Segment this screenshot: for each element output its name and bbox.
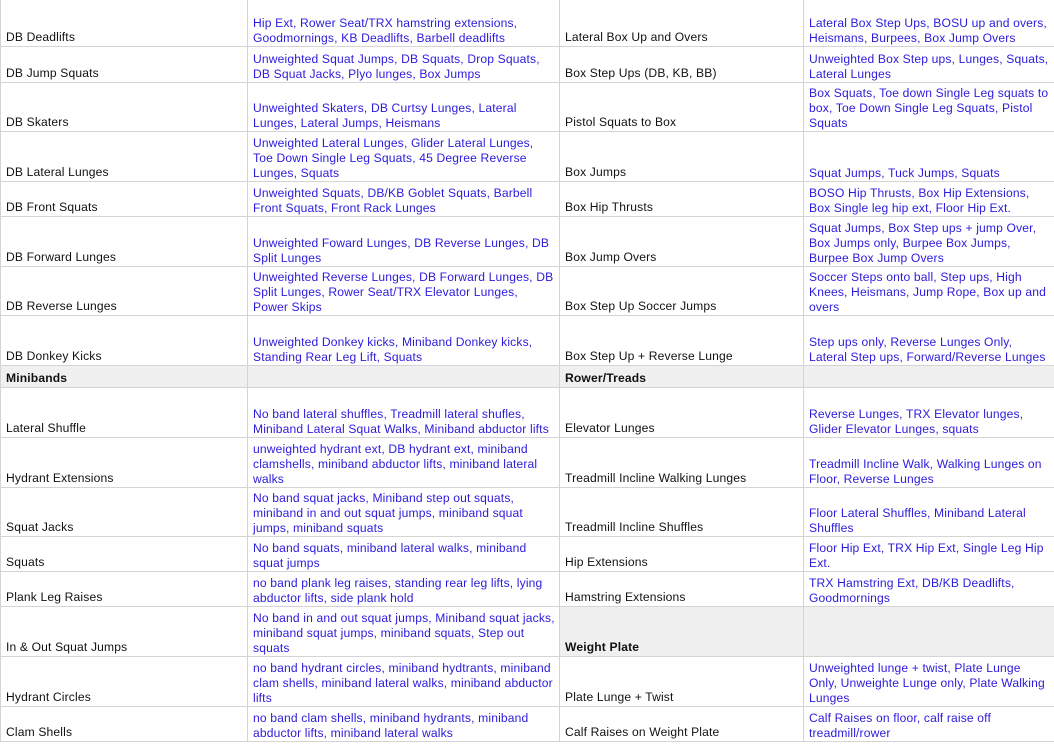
exercise-cell[interactable]: DB Deadlifts [1,0,248,47]
table-row [1,267,1054,316]
table-row [1,182,1054,217]
alternatives-cell[interactable]: no band clam shells, miniband hydrants, miniband abductor lifts, miniband lateral walks [248,707,560,742]
alternatives-cell[interactable]: Unweighted Donkey kicks, Miniband Donkey kicks, Standing Rear Leg Lift, Squats [248,316,560,366]
alternatives-cell[interactable]: TRX Hamstring Ext, DB/KB Deadlifts, Goodmornings [804,572,1054,607]
table-row [1,0,1054,47]
alternatives-cell[interactable]: Unweighted lunge + twist, Plate Lunge Only, Unweighte Lunge only, Plate Walking Lunges [804,657,1054,707]
exercise-cell[interactable]: Elevator Lunges [560,388,804,438]
table-row [1,488,1054,537]
alternatives-cell[interactable]: Unweighted Squats, DB/KB Goblet Squats, Barbell Front Squats, Front Rack Lunges [248,182,560,217]
alternatives-cell[interactable]: No band squat jacks, Miniband step out squats, miniband in and out squat jumps, miniband squat jumps, miniband squats [248,488,560,537]
exercise-cell[interactable]: Box Step Up + Reverse Lunge [560,316,804,366]
exercise-cell[interactable]: Pistol Squats to Box [560,83,804,132]
exercise-cell[interactable]: DB Lateral Lunges [1,132,248,182]
alternatives-cell[interactable]: Squat Jumps, Tuck Jumps, Squats [804,132,1054,182]
exercise-cell[interactable]: DB Jump Squats [1,47,248,83]
alternatives-cell[interactable]: Lateral Box Step Ups, BOSU up and overs, Heismans, Burpees, Box Jump Overs [804,0,1054,47]
alternatives-cell[interactable]: Step ups only, Reverse Lunges Only, Lateral Step ups, Forward/Reverse Lunges [804,316,1054,366]
table-row [1,572,1054,607]
exercise-cell[interactable]: Lateral Shuffle [1,388,248,438]
table-row [1,83,1054,132]
section-header-weight-plate[interactable]: Weight Plate [560,607,804,657]
exercise-cell[interactable]: Treadmill Incline Shuffles [560,488,804,537]
section-header-rower-treads[interactable]: Rower/Treads [560,366,804,388]
exercise-cell[interactable]: Box Hip Thrusts [560,182,804,217]
alternatives-cell[interactable]: Squat Jumps, Box Step ups + jump Over, Box Jumps only, Burpee Box Jumps, Burpee Box Jump Overs [804,217,1054,267]
exercise-cell[interactable]: Hamstring Extensions [560,572,804,607]
exercise-cell[interactable]: Plank Leg Raises [1,572,248,607]
table-row [1,607,1054,657]
alternatives-cell[interactable]: unweighted hydrant ext, DB hydrant ext, miniband clamshells, miniband abductor lifts, miniband lateral walks [248,438,560,488]
alternatives-cell[interactable]: Unweighted Reverse Lunges, DB Forward Lunges, DB Split Lunges, Rower Seat/TRX Elevator Lunges, Power Skips [248,267,560,316]
exercise-cell[interactable]: DB Skaters [1,83,248,132]
alternatives-cell[interactable]: Calf Raises on floor, calf raise off treadmill/rower [804,707,1054,742]
alternatives-cell[interactable]: Unweighted Skaters, DB Curtsy Lunges, Lateral Lunges, Lateral Jumps, Heismans [248,83,560,132]
exercise-cell[interactable]: Box Step Up Soccer Jumps [560,267,804,316]
exercise-cell[interactable]: Hip Extensions [560,537,804,572]
alternatives-cell[interactable]: Unweighted Squat Jumps, DB Squats, Drop Squats, DB Squat Jacks, Plyo lunges, Box Jumps [248,47,560,83]
empty-cell[interactable] [804,366,1054,388]
table-row [1,438,1054,488]
section-header-row [1,366,1054,388]
exercise-cell[interactable]: Calf Raises on Weight Plate [560,707,804,742]
section-header-minibands[interactable]: Minibands [1,366,248,388]
table-row [1,537,1054,572]
table-row [1,657,1054,707]
exercise-cell[interactable]: Hydrant Circles [1,657,248,707]
alternatives-cell[interactable]: no band plank leg raises, standing rear leg lifts, lying abductor lifts, side plank hold [248,572,560,607]
exercise-cell[interactable]: Box Step Ups (DB, KB, BB) [560,47,804,83]
empty-cell[interactable] [804,607,1054,657]
alternatives-cell[interactable]: No band in and out squat jumps, Miniband squat jacks, miniband squat jumps, miniband squats, Step out squats [248,607,560,657]
table-row [1,132,1054,182]
empty-cell[interactable] [248,366,560,388]
exercise-cell[interactable]: Clam Shells [1,707,248,742]
table-row [1,47,1054,83]
alternatives-cell[interactable]: Reverse Lunges, TRX Elevator lunges, Glider Elevator Lunges, squats [804,388,1054,438]
alternatives-cell[interactable]: Hip Ext, Rower Seat/TRX hamstring extensions, Goodmornings, KB Deadlifts, Barbell deadlifts [248,0,560,47]
table-row [1,388,1054,438]
table-row [1,217,1054,267]
exercise-cell[interactable]: Lateral Box Up and Overs [560,0,804,47]
alternatives-cell[interactable]: No band lateral shuffles, Treadmill lateral shufles, Miniband Lateral Squat Walks, Miniband abductor lifts [248,388,560,438]
exercise-cell[interactable]: Hydrant Extensions [1,438,248,488]
alternatives-cell[interactable]: No band squats, miniband lateral walks, miniband squat jumps [248,537,560,572]
alternatives-cell[interactable]: Unweighted Foward Lunges, DB Reverse Lunges, DB Split Lunges [248,217,560,267]
exercise-cell[interactable]: Plate Lunge + Twist [560,657,804,707]
alternatives-cell[interactable]: Treadmill Incline Walk, Walking Lunges on Floor, Reverse Lunges [804,438,1054,488]
alternatives-cell[interactable]: BOSO Hip Thrusts, Box Hip Extensions, Box Single leg hip ext, Floor Hip Ext. [804,182,1054,217]
exercise-cell[interactable]: Box Jumps [560,132,804,182]
exercise-cell[interactable]: In & Out Squat Jumps [1,607,248,657]
alternatives-cell[interactable]: no band hydrant circles, miniband hydtrants, miniband clam shells, miniband lateral walks, miniband abductor lifts [248,657,560,707]
exercise-cell[interactable]: DB Forward Lunges [1,217,248,267]
alternatives-cell[interactable]: Unweighted Lateral Lunges, Glider Lateral Lunges, Toe Down Single Leg Squats, 45 Degree Reverse Lunges, Squats [248,132,560,182]
table-row [1,707,1054,742]
exercise-cell[interactable]: Box Jump Overs [560,217,804,267]
alternatives-cell[interactable]: Box Squats, Toe down Single Leg squats to box, Toe Down Single Leg Squats, Pistol Squats [804,83,1054,132]
exercise-cell[interactable]: Treadmill Incline Walking Lunges [560,438,804,488]
table-row [1,316,1054,366]
exercise-cell[interactable]: DB Donkey Kicks [1,316,248,366]
exercise-cell[interactable]: DB Front Squats [1,182,248,217]
exercise-cell[interactable]: Squat Jacks [1,488,248,537]
alternatives-cell[interactable]: Floor Lateral Shuffles, Miniband Lateral Shuffles [804,488,1054,537]
alternatives-cell[interactable]: Floor Hip Ext, TRX Hip Ext, Single Leg Hip Ext. [804,537,1054,572]
exercise-cell[interactable]: Squats [1,537,248,572]
alternatives-cell[interactable]: Unweighted Box Step ups, Lunges, Squats, Lateral Lunges [804,47,1054,83]
exercise-cell[interactable]: DB Reverse Lunges [1,267,248,316]
alternatives-cell[interactable]: Soccer Steps onto ball, Step ups, High Knees, Heismans, Jump Rope, Box up and overs [804,267,1054,316]
